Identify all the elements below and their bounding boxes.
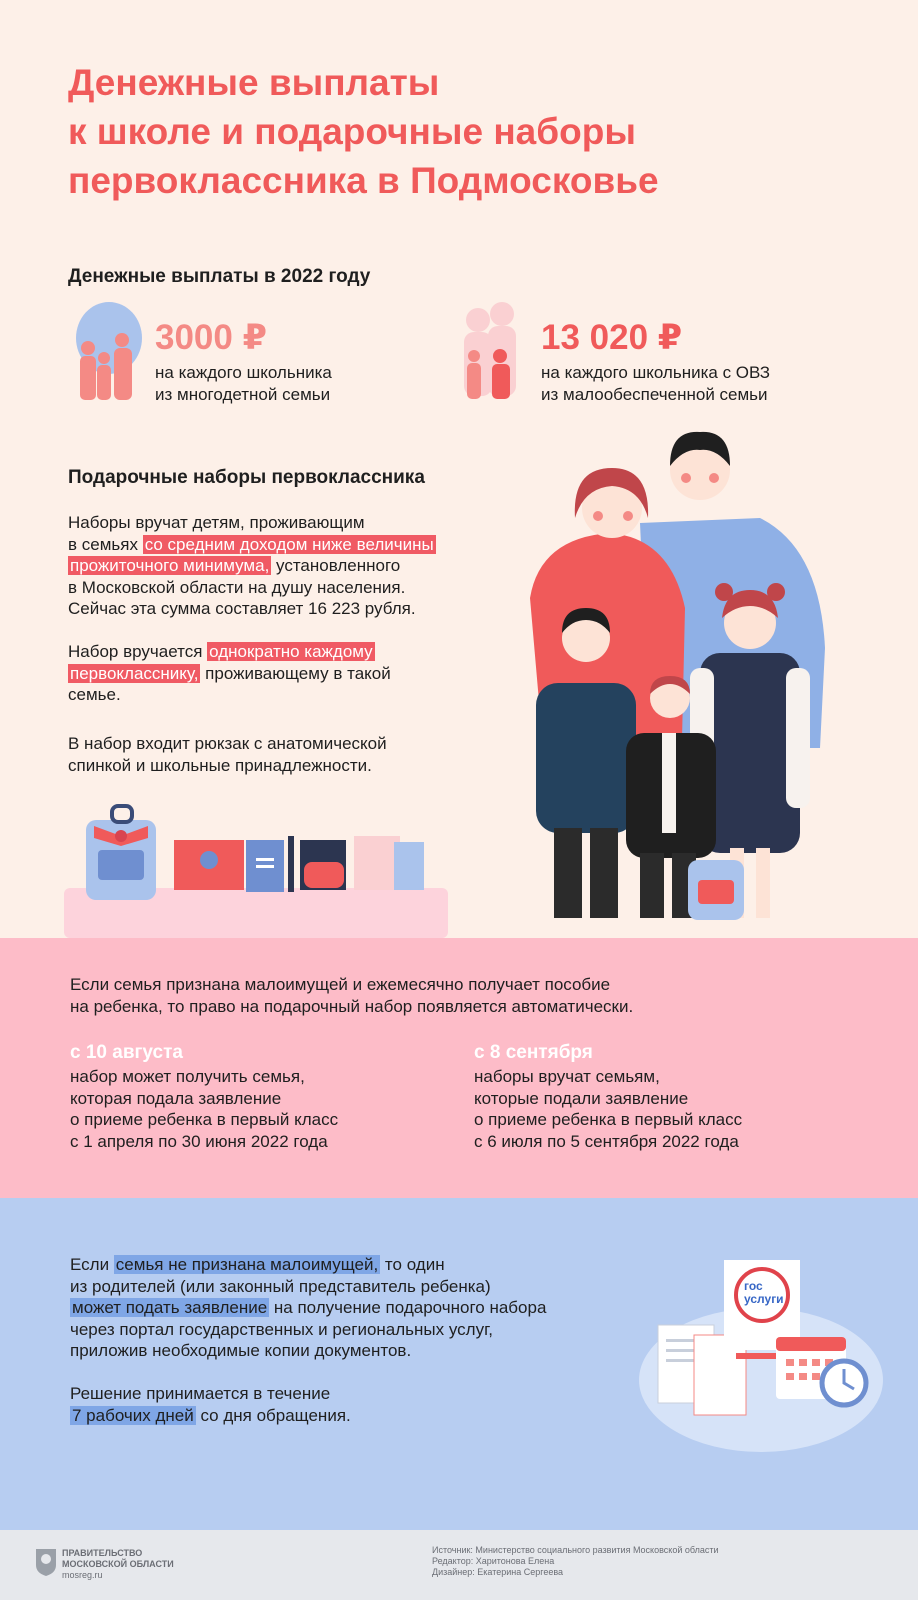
distribution-date: с 10 августа bbox=[70, 1042, 183, 1063]
kits-heading: Подарочные наборы первоклассника bbox=[68, 467, 425, 488]
subsistence-highlight: прожиточного минимума, bbox=[70, 556, 270, 575]
credits: Источник: Министерство социального развития Московской области Редактор: Харитонова Елена Дизайнер: Екатерина Сергеева bbox=[432, 1545, 719, 1577]
page-title: Денежные выплаты к школе и подарочные наборы первоклассника в Подмосковье bbox=[68, 62, 659, 201]
payments-heading: Денежные выплаты в 2022 году bbox=[68, 266, 371, 287]
automatic-kit-intro: Если семья признана малоимущей и ежемесячно получает пособие на ребенка, то право на подарочный набор появляется автоматически. bbox=[70, 975, 634, 1016]
once-highlight: однократно каждому bbox=[209, 642, 373, 661]
family-illustration bbox=[520, 428, 840, 938]
school-supplies-illustration bbox=[64, 800, 454, 938]
working-days-highlight: 7 рабочих дней bbox=[72, 1405, 194, 1425]
decision-paragraph: Решение принимается в течение 7 рабочих дней со дня обращения. bbox=[70, 1384, 351, 1425]
distribution-column-august: с 10 августа набор может получить семья, которая подала заявление о приеме ребенка в первый класс с 1 апреля по 30 июня 2022 года bbox=[70, 1042, 339, 1151]
kits-eligibility-paragraph: Наборы вручат детям, проживающим в семьях со средним доходом ниже величины прожиточного минимума, установленного в Московской области на душу населения. Сейчас эта сумма составляет 16 223 рубля. bbox=[68, 513, 434, 618]
payment-amount-disabled-child: 13 020 ₽ bbox=[541, 318, 683, 357]
government-label: ПРАВИТЕЛЬСТВО МОСКОВСКОЙ ОБЛАСТИ mosreg.ru bbox=[62, 1548, 174, 1580]
distribution-column-september: с 8 сентября наборы вручат семьям, которые подали заявление о приеме ребенка в первый класс с 6 июля по 5 сентября 2022 года bbox=[474, 1042, 743, 1151]
not-low-income-highlight: семья не признана малоимущей, bbox=[115, 1255, 379, 1274]
income-highlight: со средним доходом ниже величины bbox=[144, 534, 434, 554]
kits-once-paragraph: Набор вручается однократно каждому первокласснику, проживающему в такой семье. bbox=[68, 642, 391, 704]
distribution-date: с 8 сентября bbox=[474, 1042, 593, 1063]
coat-of-arms-icon bbox=[34, 1545, 58, 1577]
gosuslugi-logo: гос услуги bbox=[744, 1279, 784, 1306]
payment-description-large-family: на каждого школьника из многодетной семьи bbox=[155, 363, 332, 404]
first-grader-highlight: первокласснику, bbox=[70, 663, 199, 683]
can-apply-highlight: может подать заявление bbox=[72, 1298, 268, 1317]
website-link[interactable]: mosreg.ru bbox=[62, 1570, 103, 1580]
large-family-icon bbox=[74, 300, 144, 410]
payment-amount-large-family: 3000 ₽ bbox=[155, 318, 267, 357]
application-paragraph: Если семья не признана малоимущей, то один из родителей (или законный представитель ребенка) может подать заявление на получение подарочного набора через портал государственных и региональных услуг, приложив необходимые копии документов. bbox=[70, 1255, 547, 1360]
kits-contents-paragraph: В набор входит рюкзак с анатомической спинкой и школьные принадлежности. bbox=[68, 734, 387, 775]
disabled-child-family-icon bbox=[460, 300, 524, 410]
payment-description-disabled-child: на каждого школьника с ОВЗ из малообеспеченной семьи bbox=[541, 363, 771, 404]
